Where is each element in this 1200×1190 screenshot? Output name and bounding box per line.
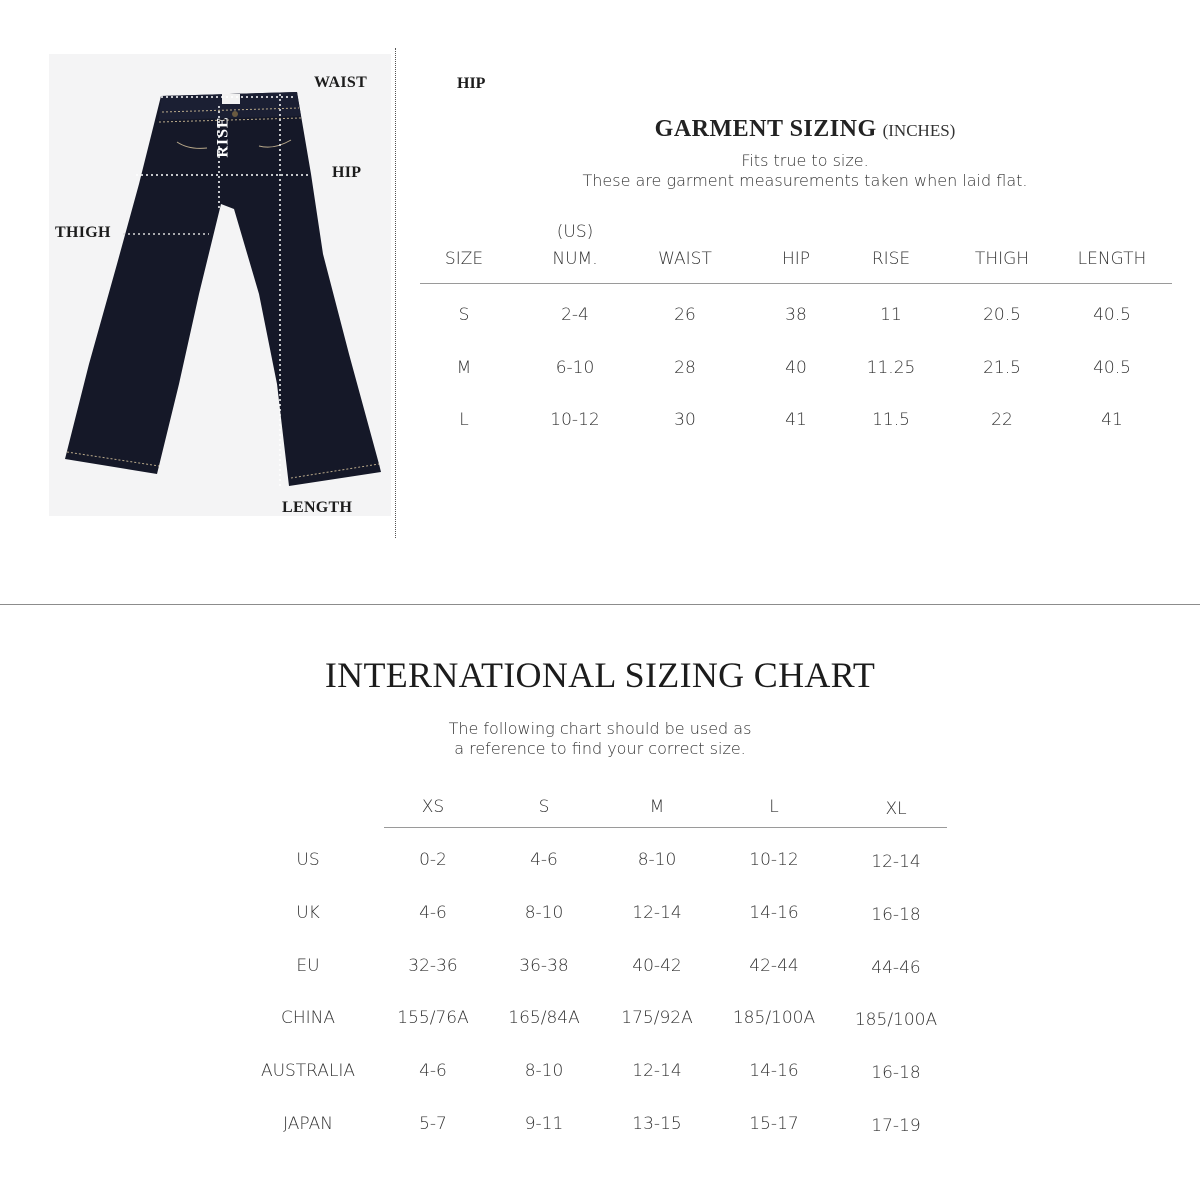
region-label: US bbox=[296, 850, 320, 870]
rise-label: RISE bbox=[214, 116, 232, 158]
vertical-dotted-divider bbox=[395, 48, 396, 538]
jeans-measurement-diagram bbox=[49, 54, 391, 516]
international-sizing-subtitle bbox=[0, 719, 1200, 759]
cell-xs: 0-2 bbox=[419, 850, 447, 870]
subtitle-line-2: a reference to find your correct size. bbox=[454, 739, 746, 758]
cell-us-num: 10-12 bbox=[550, 410, 600, 430]
header-s: S bbox=[538, 797, 550, 817]
cell-xl: 17-19 bbox=[871, 1116, 921, 1136]
cell-m: 12-14 bbox=[632, 903, 682, 923]
header-underline bbox=[384, 827, 947, 828]
cell-thigh: 21.5 bbox=[983, 358, 1021, 378]
cell-xs: 32-36 bbox=[408, 956, 458, 976]
cell-hip: 41 bbox=[785, 410, 807, 430]
cell-waist: 26 bbox=[674, 305, 696, 325]
cell-m: 13-15 bbox=[632, 1114, 682, 1134]
cell-l: 15-17 bbox=[749, 1114, 799, 1134]
cell-length: 40.5 bbox=[1093, 358, 1131, 378]
header-us-num: (US) NUM. bbox=[552, 222, 598, 269]
garment-sizing-subtitle bbox=[420, 151, 1190, 191]
garment-sizing-unit: (INCHES) bbox=[882, 121, 956, 140]
header-size: SIZE bbox=[444, 249, 484, 269]
cell-us-num: 2-4 bbox=[561, 305, 589, 325]
cell-xl: 44-46 bbox=[871, 958, 921, 978]
cell-xs: 5-7 bbox=[419, 1114, 447, 1134]
cell-l: 14-16 bbox=[749, 1061, 799, 1081]
cell-size: L bbox=[459, 410, 469, 430]
cell-s: 8-10 bbox=[524, 903, 564, 923]
cell-thigh: 20.5 bbox=[983, 305, 1021, 325]
stray-hip-label: HIP bbox=[457, 75, 486, 92]
cell-l: 14-16 bbox=[749, 903, 799, 923]
cell-l: 185/100A bbox=[732, 1008, 816, 1028]
cell-xl: 185/100A bbox=[854, 1010, 938, 1030]
table-header-row bbox=[420, 222, 1172, 284]
garment-sizing-table bbox=[420, 222, 1172, 284]
cell-length: 41 bbox=[1101, 410, 1123, 430]
region-label: UK bbox=[296, 903, 320, 923]
cell-size: S bbox=[458, 305, 470, 325]
cell-m: 40-42 bbox=[632, 956, 682, 976]
header-thigh: THIGH bbox=[974, 249, 1030, 269]
header-xl: XL bbox=[885, 799, 907, 819]
subtitle-line-1: Fits true to size. bbox=[741, 151, 869, 170]
subtitle-line-1: The following chart should be used as bbox=[448, 719, 752, 738]
header-xs: XS bbox=[421, 797, 445, 817]
header-length: LENGTH bbox=[1077, 249, 1147, 269]
header-rise: RISE bbox=[871, 249, 911, 269]
hip-label: HIP bbox=[332, 164, 362, 181]
length-label: LENGTH bbox=[282, 499, 353, 516]
cell-m: 12-14 bbox=[632, 1061, 682, 1081]
international-sizing-title: INTERNATIONAL SIZING CHART bbox=[324, 655, 876, 695]
cell-s: 8-10 bbox=[524, 1061, 564, 1081]
cell-hip: 40 bbox=[785, 358, 807, 378]
cell-us-num: 6-10 bbox=[555, 358, 595, 378]
cell-length: 40.5 bbox=[1093, 305, 1131, 325]
cell-xl: 16-18 bbox=[871, 905, 921, 925]
cell-hip: 38 bbox=[785, 305, 807, 325]
cell-s: 36-38 bbox=[519, 956, 569, 976]
cell-m: 175/92A bbox=[621, 1008, 693, 1028]
cell-s: 165/84A bbox=[508, 1008, 580, 1028]
cell-rise: 11.5 bbox=[872, 410, 910, 430]
cell-s: 9-11 bbox=[524, 1114, 564, 1134]
cell-xl: 12-14 bbox=[871, 852, 921, 872]
cell-xl: 16-18 bbox=[871, 1063, 921, 1083]
region-label: CHINA bbox=[280, 1008, 336, 1028]
cell-rise: 11 bbox=[880, 305, 902, 325]
cell-waist: 28 bbox=[674, 358, 696, 378]
header-waist: WAIST bbox=[658, 249, 712, 269]
cell-size: M bbox=[456, 358, 472, 378]
cell-waist: 30 bbox=[674, 410, 696, 430]
cell-rise: 11.25 bbox=[866, 358, 916, 378]
section-divider bbox=[0, 604, 1200, 605]
cell-xs: 4-6 bbox=[419, 1061, 447, 1081]
region-label: EU bbox=[296, 956, 320, 976]
cell-m: 8-10 bbox=[637, 850, 677, 870]
header-hip: HIP bbox=[781, 249, 811, 269]
header-m: M bbox=[649, 797, 665, 817]
cell-xs: 4-6 bbox=[419, 903, 447, 923]
region-label: JAPAN bbox=[283, 1114, 333, 1134]
cell-l: 10-12 bbox=[749, 850, 799, 870]
waist-label: WAIST bbox=[314, 74, 368, 91]
cell-xs: 155/76A bbox=[397, 1008, 469, 1028]
region-label: AUSTRALIA bbox=[260, 1061, 356, 1081]
header-l: L bbox=[769, 797, 779, 817]
cell-l: 42-44 bbox=[749, 956, 799, 976]
garment-sizing-heading: GARMENT SIZING bbox=[654, 116, 877, 142]
cell-thigh: 22 bbox=[991, 410, 1013, 430]
garment-sizing-title bbox=[420, 116, 1190, 143]
thigh-label: THIGH bbox=[55, 224, 111, 241]
subtitle-line-2: These are garment measurements taken when laid flat. bbox=[582, 171, 1028, 190]
cell-s: 4-6 bbox=[530, 850, 558, 870]
